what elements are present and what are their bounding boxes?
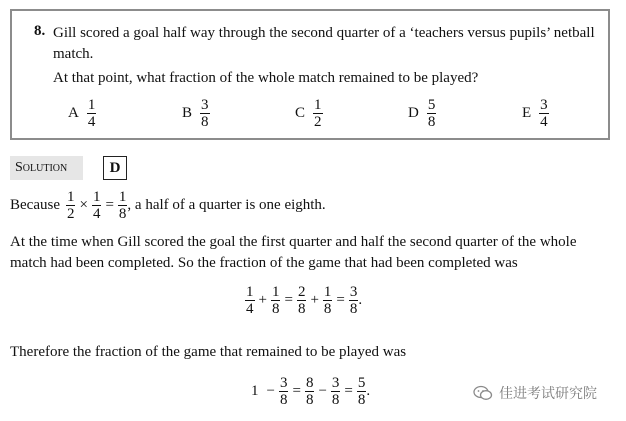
fraction	[92, 189, 102, 222]
denominator: 4	[92, 206, 101, 222]
numerator: 3	[201, 97, 209, 113]
fraction	[66, 189, 76, 222]
denominator: 4	[540, 114, 548, 130]
option-letter: D	[408, 105, 419, 121]
numerator: 3	[540, 97, 548, 113]
numerator: 3	[279, 375, 288, 391]
denominator: 8	[305, 392, 314, 408]
equation-3	[247, 375, 370, 408]
fraction	[305, 375, 315, 408]
denominator: 8	[331, 392, 340, 408]
option-letter: C	[295, 105, 306, 121]
option-fraction	[427, 97, 437, 130]
operator: +	[310, 292, 319, 308]
fraction	[245, 284, 255, 317]
operator: =	[344, 383, 353, 399]
option-letter: E	[522, 105, 532, 121]
option-letter: A	[68, 105, 79, 121]
numerator: 1	[87, 97, 96, 113]
option-a	[68, 97, 96, 130]
period: .	[358, 292, 363, 308]
operator: ×	[79, 197, 88, 213]
period: .	[366, 383, 371, 399]
equation-2	[245, 284, 362, 317]
numerator: 1	[323, 284, 332, 300]
numerator: 2	[297, 284, 306, 300]
numerator: 3	[331, 375, 340, 391]
fraction	[271, 284, 281, 317]
equation-1	[66, 189, 127, 222]
fraction	[118, 189, 128, 222]
operator: =	[292, 383, 301, 399]
solution-answer: D	[103, 156, 127, 180]
numerator: 5	[427, 97, 436, 113]
numerator: 1	[246, 284, 254, 300]
denominator: 4	[87, 114, 96, 130]
denominator: 8	[279, 392, 288, 408]
numerator: 3	[349, 284, 358, 300]
operator: +	[258, 292, 267, 308]
operator: =	[105, 197, 114, 213]
numerator: 5	[357, 375, 366, 391]
denominator: 8	[323, 301, 332, 317]
because-word: Because	[10, 197, 60, 213]
option-letter: B	[182, 105, 193, 121]
paragraph-remaining: Therefore the fraction of the game that remained to be played was	[10, 344, 407, 360]
option-fraction	[87, 97, 97, 130]
fraction	[323, 284, 333, 317]
operator: −	[266, 383, 275, 399]
option-fraction	[539, 97, 549, 130]
denominator: 8	[349, 301, 358, 317]
numerator: 1	[92, 189, 101, 205]
denominator: 2	[66, 206, 75, 222]
denominator: 4	[246, 301, 254, 317]
denominator: 8	[271, 301, 280, 317]
numerator: 1	[271, 284, 280, 300]
numerator: 8	[305, 375, 314, 391]
fraction	[331, 375, 341, 408]
operator: −	[318, 383, 327, 399]
because-tail: , a half of a quarter is one eighth.	[127, 197, 326, 213]
option-fraction	[313, 97, 323, 130]
operator: =	[336, 292, 345, 308]
watermark-text: 佳进考试研究院	[499, 386, 597, 402]
option-fraction	[200, 97, 210, 130]
fraction	[349, 284, 359, 317]
denominator: 8	[427, 114, 436, 130]
operator: 1	[251, 383, 259, 399]
denominator: 8	[297, 301, 306, 317]
wechat-icon	[473, 385, 493, 401]
question-prompt: At that point, what fraction of the whole match remained to be played?	[53, 70, 479, 86]
question-number: 8.	[34, 23, 46, 39]
question-text: Gill scored a goal half way through the second quarter of a ‘teachers versus pupils’ netball match.	[53, 25, 595, 62]
denominator: 8	[118, 206, 127, 222]
option-c	[295, 97, 323, 130]
paragraph-completed: At the time when Gill scored the goal the first quarter and half the second quarter of the whole match had been completed. So the fraction of the game that had been completed was	[10, 234, 577, 271]
fraction	[279, 375, 289, 408]
option-e	[522, 97, 549, 130]
option-b	[182, 97, 210, 130]
denominator: 8	[201, 114, 209, 130]
denominator: 2	[314, 114, 322, 130]
fraction	[297, 284, 307, 317]
fraction	[357, 375, 367, 408]
numerator: 1	[66, 189, 75, 205]
solution-label: Solution	[10, 156, 83, 180]
operator: =	[284, 292, 293, 308]
option-d	[408, 97, 436, 130]
watermark	[473, 383, 597, 403]
numerator: 1	[118, 189, 127, 205]
numerator: 1	[314, 97, 322, 113]
denominator: 8	[357, 392, 366, 408]
because-line	[10, 189, 326, 222]
question-box	[10, 9, 610, 140]
